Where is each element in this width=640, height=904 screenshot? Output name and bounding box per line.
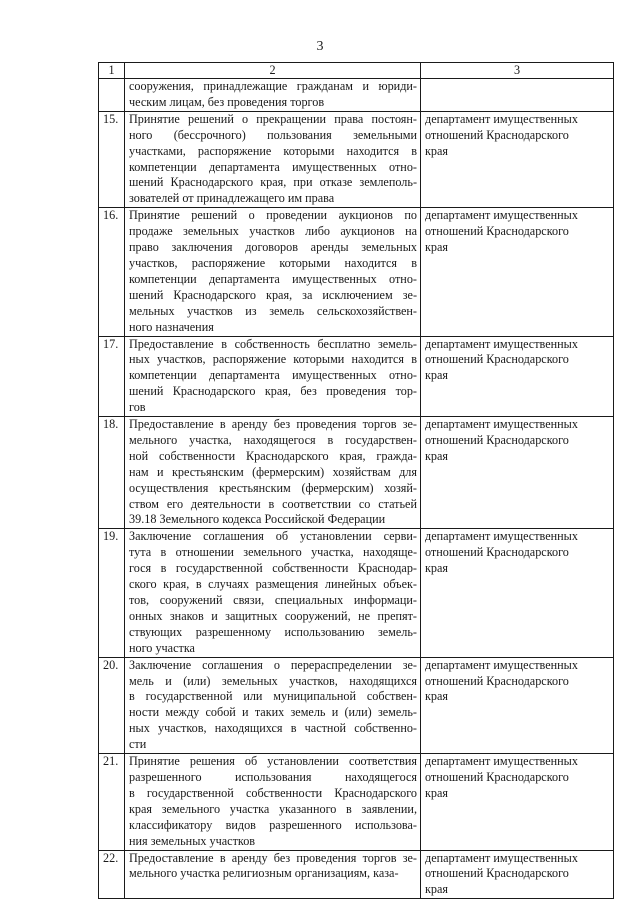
description-line: разрешенного использования находящегося <box>129 769 417 784</box>
authority-line: края <box>425 561 449 576</box>
table-row <box>99 657 614 753</box>
authority-line: департамент имущественных <box>425 529 578 544</box>
description-line: ной собственности Краснодарского края, гражда- <box>129 448 417 463</box>
page-number: 3 <box>316 39 324 54</box>
description-line: в государственной или муниципальной собствен- <box>129 689 417 704</box>
row-number <box>99 79 125 112</box>
authority-line: края <box>425 689 449 704</box>
description-line: Заключение соглашения о перераспределении зе- <box>129 657 417 672</box>
authority-line: отношений Краснодарского <box>425 127 569 142</box>
service-description <box>125 336 421 417</box>
service-description <box>125 79 421 112</box>
row-number: 17. <box>99 336 125 417</box>
description-line: Принятие решения об установлении соответствия <box>129 754 417 769</box>
description-line: Предоставление в собственность бесплатно земель- <box>129 336 417 351</box>
description-line: онных знаков и защитных сооружений, не препят- <box>129 608 417 623</box>
column-service-header: 2 <box>125 63 421 79</box>
description-line: тута в отношении земельного участка, находяще- <box>129 545 417 560</box>
authority-line: края <box>425 882 449 897</box>
row-number: 15. <box>99 111 125 207</box>
column-number-header: 1 <box>99 63 125 79</box>
authority-line: департамент имущественных <box>425 657 578 672</box>
service-description <box>125 208 421 336</box>
table-row <box>99 529 614 657</box>
description-line: сти <box>129 737 147 752</box>
authority-line: отношений Краснодарского <box>425 432 569 447</box>
description-line: Заключение соглашения об установлении серви- <box>129 529 417 544</box>
description-line: осуществления крестьянским (фермерским) хозяй- <box>129 480 417 495</box>
description-line: края земельного участка указанного в заявлении, <box>129 801 417 816</box>
responsible-authority <box>421 417 614 529</box>
row-number: 18. <box>99 417 125 529</box>
services-table <box>98 62 614 899</box>
row-number: 22. <box>99 850 125 899</box>
table-row <box>99 208 614 336</box>
table-row <box>99 79 614 112</box>
authority-line: отношений Краснодарского <box>425 866 569 881</box>
description-line: участков, распоряжение которыми находится в <box>129 255 417 270</box>
description-line: Предоставление в аренду без проведения торгов зе- <box>129 850 417 865</box>
responsible-authority <box>421 111 614 207</box>
description-line: ного участка <box>129 640 195 655</box>
description-line: ством его деятельности в соответствии со статьей <box>129 496 417 511</box>
description-line: право заключения договоров аренды земельных <box>129 240 417 255</box>
description-line: в государственной собственности Краснодарского <box>129 785 417 800</box>
description-line: Принятие решений о прекращении права постоян- <box>129 111 417 126</box>
description-line: ния земельных участков <box>129 833 256 848</box>
authority-line: отношений Краснодарского <box>425 673 569 688</box>
authority-line: отношений Краснодарского <box>425 769 569 784</box>
table-row <box>99 111 614 207</box>
responsible-authority <box>421 336 614 417</box>
responsible-authority <box>421 79 614 112</box>
column-authority-header: 3 <box>421 63 614 79</box>
row-number: 16. <box>99 208 125 336</box>
description-line: Принятие решений о проведении аукционов по <box>129 208 417 223</box>
responsible-authority <box>421 754 614 850</box>
responsible-authority <box>421 850 614 899</box>
description-line: гов <box>129 400 146 415</box>
description-line: мельного участка, находящегося в государствен- <box>129 432 417 447</box>
table-row <box>99 754 614 850</box>
description-line: компетенции департамента имущественных отно- <box>129 368 417 383</box>
description-line: гося в государственной собственности Краснодар- <box>129 561 417 576</box>
table-row <box>99 336 614 417</box>
responsible-authority <box>421 208 614 336</box>
authority-line: департамент имущественных <box>425 208 578 223</box>
description-line: шений Краснодарского края, за исключением зе- <box>129 287 417 302</box>
table-body <box>99 79 614 899</box>
authority-line: края <box>425 785 449 800</box>
service-description <box>125 754 421 850</box>
description-line: шений Краснодарского края, при отказе землеполь- <box>129 175 417 190</box>
service-description <box>125 417 421 529</box>
description-line: шений Краснодарского края, без проведения тор- <box>129 384 417 399</box>
authority-line: отношений Краснодарского <box>425 352 569 367</box>
authority-line: департамент имущественных <box>425 754 578 769</box>
authority-line: департамент имущественных <box>425 850 578 865</box>
description-line: ных участков, находящихся в частной собственно- <box>129 721 417 736</box>
table-row <box>99 417 614 529</box>
authority-line: департамент имущественных <box>425 111 578 126</box>
description-line: 39.18 Земельного кодекса Российской Федерации <box>129 512 386 527</box>
description-line: ного назначения <box>129 319 214 334</box>
service-description <box>125 657 421 753</box>
authority-line: края <box>425 448 449 463</box>
authority-line: края <box>425 368 449 383</box>
description-line: ческим лицам, без проведения торгов <box>129 94 325 109</box>
authority-line: отношений Краснодарского <box>425 545 569 560</box>
description-line: мельных участков из земель сельскохозяйствен- <box>129 303 417 318</box>
description-line: ского края, в случаях размещения линейных объек- <box>129 577 417 592</box>
description-line: компетенции департамента имущественных отно- <box>129 271 417 286</box>
responsible-authority <box>421 529 614 657</box>
description-line: мель и (или) земельных участков, находящихся <box>129 673 417 688</box>
description-line: ных участков, распоряжение которыми находится в <box>129 352 417 367</box>
table-row <box>99 850 614 899</box>
service-description <box>125 111 421 207</box>
row-number: 19. <box>99 529 125 657</box>
authority-line: края <box>425 143 449 158</box>
description-line: продаже земельных участков либо аукционов на <box>129 224 417 239</box>
description-line: ствующих разрешенному использованию земель- <box>129 624 417 639</box>
description-line: зователей от принадлежащего им права <box>129 191 335 206</box>
description-line: участками, распоряжение которыми находится в <box>129 143 417 158</box>
service-description <box>125 850 421 899</box>
description-line: компетенции департамента имущественных отно- <box>129 159 417 174</box>
description-line: ности между собой и таких земель и (или) земель- <box>129 705 417 720</box>
description-line: сооружения, принадлежащие гражданам и юриди- <box>129 79 417 93</box>
authority-line: департамент имущественных <box>425 417 578 432</box>
responsible-authority <box>421 657 614 753</box>
row-number: 20. <box>99 657 125 753</box>
description-line: тов, сооружений связи, специальных информаци- <box>129 593 417 607</box>
description-line: ного (бессрочного) пользования земельными <box>129 127 417 142</box>
authority-line: отношений Краснодарского <box>425 224 569 239</box>
description-line: классификатору видов разрешенного использова- <box>129 817 417 832</box>
table-header-row <box>99 63 614 79</box>
service-description <box>125 529 421 657</box>
authority-line: края <box>425 240 449 255</box>
authority-line: департамент имущественных <box>425 336 578 351</box>
description-line: нам и крестьянским (фермерским) хозяйствам для <box>129 464 417 479</box>
description-line: мельного участка религиозным организациям, каза- <box>129 866 399 881</box>
row-number: 21. <box>99 754 125 850</box>
description-line: Предоставление в аренду без проведения торгов зе- <box>129 417 417 432</box>
